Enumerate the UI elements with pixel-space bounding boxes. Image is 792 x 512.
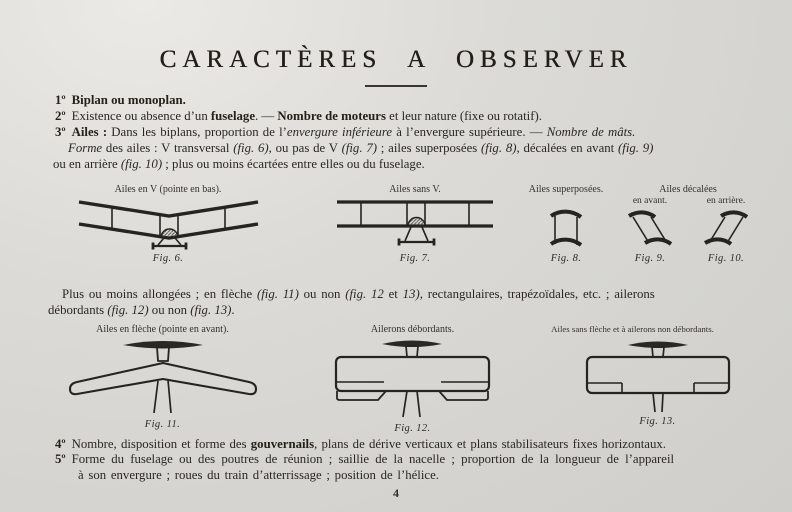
text-segment: Existence ou absence d’un (71, 109, 211, 123)
text-segment: à son envergure ; roues du train d’atterrissage ; position de l’hélice. (78, 468, 439, 482)
fig9-sublabel: en avant. (632, 196, 668, 206)
text-segment: , plans de dérive verticaux et plans stabilisateurs fixes horizontaux. (314, 437, 666, 451)
fig13-drawing-area (550, 338, 765, 414)
text-segment: des ailes : V transversal (102, 141, 234, 155)
text-segment: gouvernails (250, 437, 315, 451)
item-number: 1º (55, 93, 66, 107)
text-segment: (fig. 6) (233, 141, 269, 155)
fig13-caption: Fig. 13. (639, 416, 676, 427)
fig9-10-label: Ailes décalées (659, 184, 717, 195)
wing-with-overhanging-ailerons-figure (330, 337, 495, 421)
paragraph-2-line1 (62, 287, 655, 302)
text-segment: Forme du fuselage ou des poutres de réunion ; saillie de la nacelle ; proportion de la longueur de l’appareil (71, 452, 675, 466)
list-item-4 (55, 437, 666, 452)
text-segment: , décalées en avant (516, 141, 619, 155)
text-segment: (fig. 9) (618, 141, 654, 155)
fig8-drawing-area (520, 195, 612, 251)
figure-fig12 (330, 324, 495, 435)
fig11-drawing-area (55, 337, 270, 417)
text-segment: et (383, 287, 403, 301)
text-segment: ou non (148, 303, 191, 317)
text-segment: (fig. 12) (107, 303, 149, 317)
page-number: 4 (393, 486, 399, 500)
fig6-label: Ailes en V (pointe en bas). (114, 184, 222, 195)
figure-fig13 (550, 324, 765, 428)
text-segment: Biplan ou monoplan. (71, 93, 186, 107)
fig12-label: Ailerons débordants. (370, 324, 455, 335)
text-segment: ; ailes superposées (377, 141, 482, 155)
item-number: 3º (55, 125, 66, 139)
text-segment: (fig. 13) (190, 303, 232, 317)
fig10-sublabel: en arrière. (706, 196, 746, 206)
text-segment: Ailes : (71, 125, 108, 139)
figure-fig7 (325, 184, 505, 265)
text-segment: (fig. 8) (481, 141, 517, 155)
list-item-2 (55, 109, 542, 124)
text-segment: (fig. 12 (345, 287, 384, 301)
text-segment: débordants (48, 303, 108, 317)
fig7-caption: Fig. 7. (399, 253, 431, 264)
list-item-3-line3 (53, 157, 425, 172)
fig9-10-columns (612, 195, 764, 265)
fig13-label: Ailes sans flèche et à ailerons non débordants. (551, 324, 714, 334)
fig8-caption: Fig. 8. (550, 253, 582, 264)
swept-wing-top-view-figure (63, 337, 263, 417)
page-title: CARACTÈRES A OBSERVER (159, 46, 633, 73)
title-rule (365, 85, 427, 87)
text-segment: ; plus ou moins écartées entre elles ou du fuselage. (162, 157, 425, 171)
text-segment: à l’envergure supérieure. — (392, 125, 547, 139)
text-segment: fuselage (210, 109, 255, 123)
item-number: 5º (55, 452, 66, 466)
figure-fig6 (58, 184, 278, 265)
text-segment: Plus ou moins allongées ; en flèche (62, 287, 257, 301)
list-item-3-line2 (68, 141, 653, 156)
text-segment: ou en arrière (53, 157, 121, 171)
fig9-column (612, 195, 688, 265)
fig6-caption: Fig. 6. (152, 253, 184, 264)
item-number: 2º (55, 109, 66, 123)
fig10-caption: Fig. 10. (707, 253, 745, 264)
figure-fig8 (520, 184, 612, 265)
text-segment: (fig. 10) (120, 157, 163, 171)
text-segment: . — (255, 109, 278, 123)
fig12-caption: Fig. 12. (394, 423, 431, 434)
fig10-drawing-area (688, 207, 764, 251)
biplane-front-view-v-wings-figure (76, 195, 261, 251)
wings-staggered-forward-figure (627, 209, 673, 251)
text-segment: . (231, 303, 235, 317)
fig7-drawing-area (325, 195, 505, 251)
text-segment: 13) (402, 287, 420, 301)
list-item-5-line2 (78, 468, 439, 483)
text-segment: ou non (298, 287, 346, 301)
text-segment: et leur nature (fixe ou rotatif). (385, 109, 542, 123)
fig12-drawing-area (330, 337, 495, 421)
text-segment: Nombre, disposition et forme des (71, 437, 251, 451)
text-segment: Nombre de mâts. (546, 125, 636, 139)
fig9-drawing-area (612, 207, 688, 251)
text-segment: (fig. 7) (341, 141, 377, 155)
fig11-label: Ailes en flèche (pointe en avant). (96, 324, 229, 335)
list-item-3 (55, 125, 635, 140)
wings-staggered-backward-figure (703, 209, 749, 251)
figure-fig11 (55, 324, 270, 431)
fig10-column (688, 195, 764, 265)
text-segment: Dans les biplans, proportion de l’ (107, 125, 287, 139)
text-segment: envergure inférieure (286, 125, 393, 139)
stacked-wings-side-view-figure (548, 207, 584, 251)
item-number: 4º (55, 437, 66, 451)
fig8-label: Ailes superposées. (528, 184, 604, 195)
text-segment: Nombre de moteurs (277, 109, 386, 123)
list-item-5 (55, 452, 674, 467)
text-segment: Forme (68, 141, 103, 155)
fig7-label: Ailes sans V. (389, 184, 441, 195)
fig9-caption: Fig. 9. (634, 253, 666, 264)
fig11-caption: Fig. 11. (144, 419, 181, 430)
paragraph-2-line2 (48, 303, 235, 318)
text-segment: (fig. 11) (256, 287, 299, 301)
list-item-1 (55, 93, 186, 108)
biplane-front-view-flat-wings-figure (335, 195, 495, 251)
text-segment: , rectangulaires, trapézoïdales, etc. ; ailerons (419, 287, 655, 301)
text-segment: , ou pas de V (268, 141, 342, 155)
figure-fig9-10-group (612, 184, 764, 265)
wing-with-inset-ailerons-figure (583, 338, 733, 414)
fig6-drawing-area (58, 195, 278, 251)
